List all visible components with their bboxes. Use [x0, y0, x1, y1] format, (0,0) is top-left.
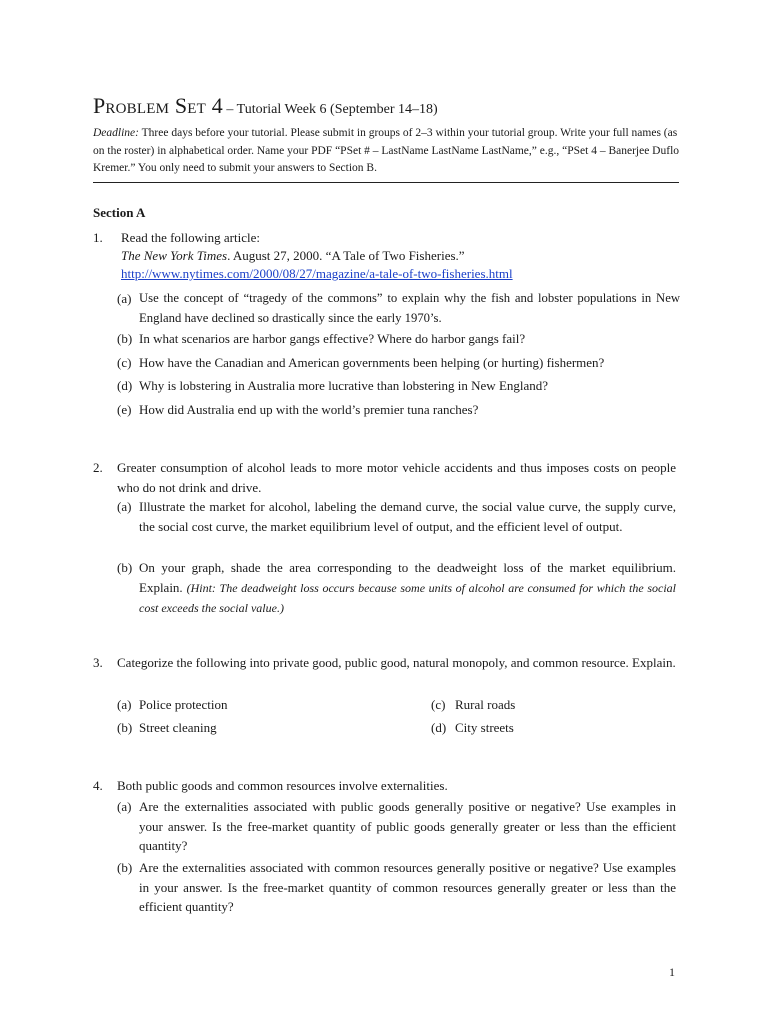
title-subtitle: – Tutorial Week 6 (September 14–18) — [222, 102, 438, 117]
q1-citation — [121, 246, 465, 265]
q4-text: Both public goods and common resources involve externalities. — [117, 778, 448, 793]
q4-part-text: Are the externalities associated with public goods generally positive or negative? Use examples in your answer. Is the free-market quantity of public goods generally greater or less than the efficient quantity? — [139, 799, 676, 853]
title-main: Problem Set 4 — [93, 93, 223, 118]
q2-part-label: (a) — [117, 499, 132, 514]
q2-text: Greater consumption of alcohol leads to more motor vehicle accidents and thus imposes costs on people who do not drink and drive. — [117, 460, 676, 495]
q1-part-label: (a) — [117, 291, 132, 306]
deadline-text: Three days before your tutorial. Please submit in groups of 2–3 within your tutorial group. Write your full names (as on the roster) in alphabetical order. Name your PDF “PSet # – LastName LastName LastName,” e.g., “PSet 4 – Banerjee Duflo Kremer.” You only need to submit your answers to Section B. — [93, 127, 680, 174]
q1-part-text: How have the Canadian and American governments been helping (or hurting) fishermen? — [139, 355, 605, 370]
page-title — [93, 93, 438, 119]
q3-item-label: (c) — [431, 697, 446, 712]
q1-part-text: How did Australia end up with the world’s premier tuna ranches? — [139, 402, 479, 417]
q4-part-label: (a) — [117, 799, 132, 814]
q1-intro: Read the following article: — [121, 230, 260, 245]
q4-part-text: Are the externalities associated with common resources generally positive or negative? Use examples in your answer. Is the free-market quantity of common resources generally greater or less than the efficient quantity? — [139, 860, 676, 914]
deadline-label: Deadline: — [93, 127, 139, 139]
q3-text: Categorize the following into private good, public good, natural monopoly, and common resource. Explain. — [117, 655, 676, 670]
section-a-heading: Section A — [93, 205, 146, 220]
q1-part-label: (b) — [117, 331, 133, 346]
q3-item-label: (b) — [117, 720, 133, 735]
q2-part-text — [139, 558, 676, 619]
q1-part-label: (e) — [117, 402, 132, 417]
q2-part-b-text: On your graph, shade the area corresponding to the deadweight loss of the market equilibrium. Explain. — [139, 560, 676, 595]
q3-item-text: Rural roads — [455, 697, 516, 712]
q4-part-label: (b) — [117, 860, 133, 875]
q1-part-label: (c) — [117, 355, 132, 370]
q3-item-text: City streets — [455, 720, 514, 735]
q3-item-label: (d) — [431, 720, 447, 735]
q3-number: 3. — [93, 655, 103, 670]
q1-part-text: In what scenarios are harbor gangs effective? Where do harbor gangs fail? — [139, 331, 526, 346]
q2-part-text: Illustrate the market for alcohol, labeling the demand curve, the social value curve, the supply curve, the social cost curve, the market equilibrium level of output, and the efficient level of output. — [139, 499, 676, 534]
q3-item-label: (a) — [117, 697, 132, 712]
q1-article-link[interactable]: http://www.nytimes.com/2000/08/27/magazine/a-tale-of-two-fisheries.html — [121, 266, 513, 281]
q1-part-label: (d) — [117, 378, 133, 393]
q1-part-text: Use the concept of “tragedy of the commons” to explain why the fish and lobster populations in New England have declined so drastically since the early 1970’s. — [139, 291, 680, 325]
deadline-paragraph — [93, 125, 689, 178]
page-number: 1 — [669, 965, 675, 979]
q3-item-text: Street cleaning — [139, 720, 217, 735]
q1-part-text: Why is lobstering in Australia more lucrative than lobstering in New England? — [139, 378, 549, 393]
q2-hint: (Hint: The deadweight loss occurs because some units of alcohol are consumed for which the social cost exceeds the social value.) — [139, 580, 676, 615]
header-divider — [93, 182, 679, 183]
q1-source-rest: . August 27, 2000. “A Tale of Two Fisheries.” — [227, 248, 465, 263]
q1-number: 1. — [93, 230, 103, 245]
q1-source-name: The New York Times — [121, 248, 228, 263]
q4-number: 4. — [93, 778, 103, 793]
q2-number: 2. — [93, 460, 103, 475]
q2-part-label: (b) — [117, 560, 133, 575]
q1-link-wrap — [121, 264, 513, 283]
q3-item-text: Police protection — [139, 697, 228, 712]
